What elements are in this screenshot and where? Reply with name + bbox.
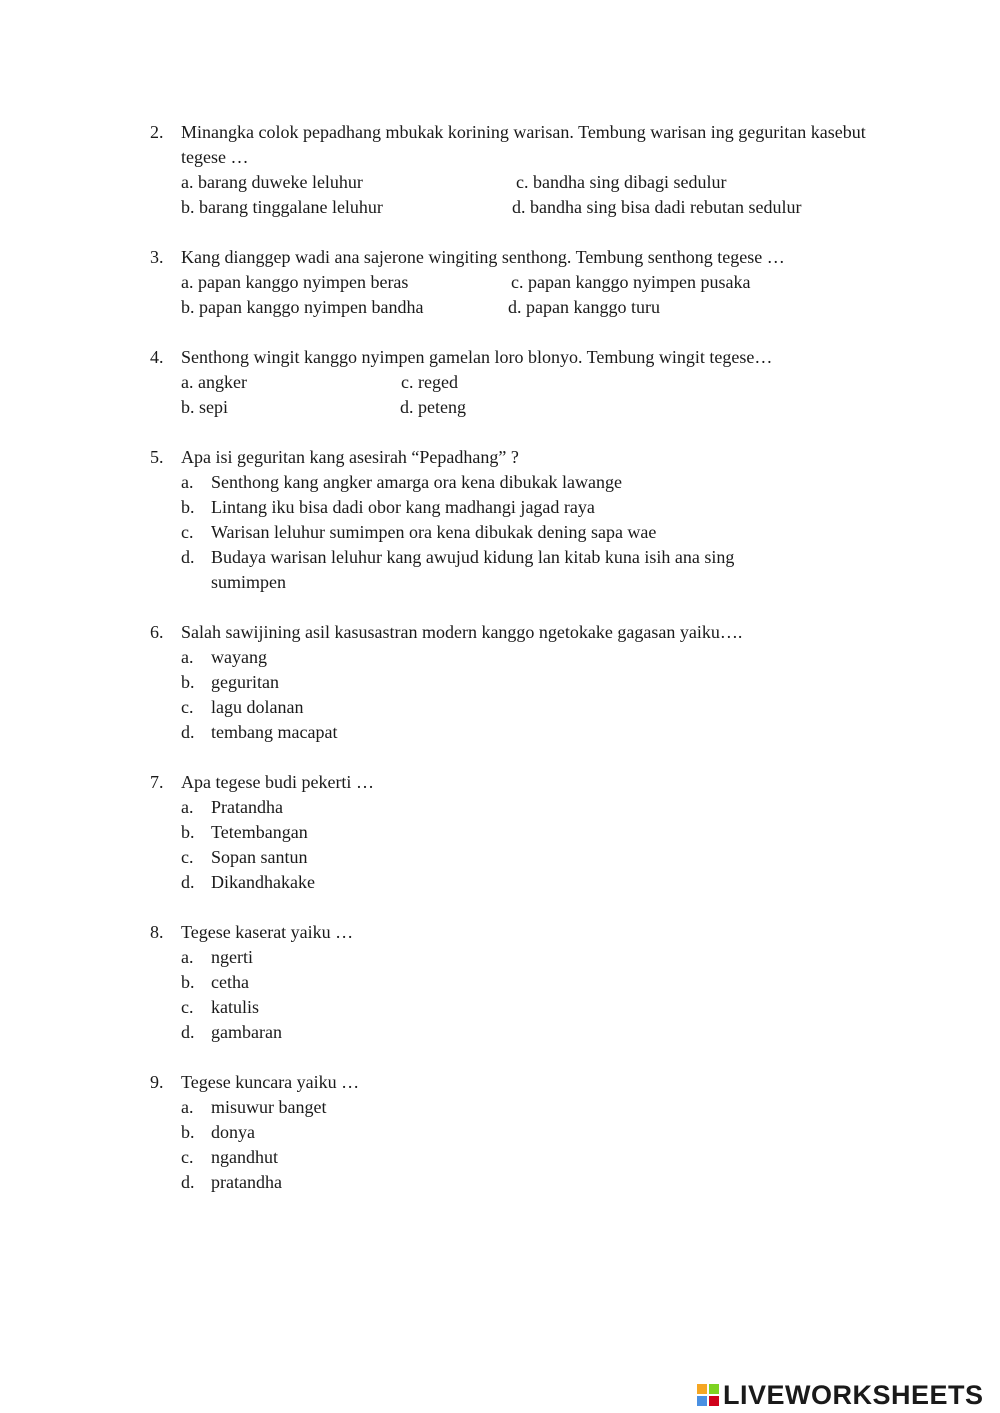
option-letter: b. <box>181 972 195 992</box>
logo-square-2 <box>709 1384 719 1394</box>
option-text: ngandhut <box>211 1147 278 1167</box>
options-list <box>181 470 880 595</box>
option-d[interactable]: d. peteng <box>400 397 466 417</box>
option-letter: d. <box>181 722 195 742</box>
option-letter: c. <box>181 1147 194 1167</box>
option-b[interactable] <box>181 970 880 995</box>
option-text: Budaya warisan leluhur kang awujud kidung lan kitab kuna isih ana sing sumimpen <box>211 547 735 592</box>
question-text: Kang dianggep wadi ana sajerone wingiting senthong. Tembung senthong tegese … <box>181 247 785 267</box>
liveworksheets-logo-icon <box>697 1384 719 1406</box>
option-text: Sopan santun <box>211 847 308 867</box>
options-list <box>181 795 880 895</box>
option-c[interactable] <box>181 695 880 720</box>
option-a[interactable]: a. barang duweke leluhur <box>181 172 363 192</box>
question-number: 7. <box>150 772 164 792</box>
logo-square-4 <box>709 1396 719 1406</box>
question-3 <box>150 245 880 320</box>
question-7 <box>150 770 880 895</box>
option-a[interactable] <box>181 945 880 970</box>
option-letter: a. <box>181 1097 194 1117</box>
question-number: 8. <box>150 922 164 942</box>
question-4 <box>150 345 880 420</box>
options-list <box>181 945 880 1045</box>
option-letter: d. <box>181 1172 195 1192</box>
option-d[interactable]: d. papan kanggo turu <box>508 297 660 317</box>
question-2 <box>150 120 880 220</box>
option-letter: a. <box>181 647 194 667</box>
question-text: Apa isi geguritan kang asesirah “Pepadhang” ? <box>181 447 519 467</box>
question-text: Tegese kuncara yaiku … <box>181 1072 360 1092</box>
option-a[interactable] <box>181 645 880 670</box>
option-letter: d. <box>181 1022 195 1042</box>
option-b[interactable]: b. sepi <box>181 397 228 417</box>
question-6 <box>150 620 880 745</box>
option-text: Pratandha <box>211 797 283 817</box>
option-c[interactable]: c. bandha sing dibagi sedulur <box>516 172 727 192</box>
option-letter: c. <box>181 847 194 867</box>
option-d[interactable] <box>181 545 811 595</box>
options-grid <box>181 370 880 420</box>
question-5 <box>150 445 880 595</box>
option-c[interactable]: c. reged <box>401 372 458 392</box>
option-c[interactable] <box>181 1145 880 1170</box>
option-d[interactable] <box>181 1020 880 1045</box>
option-c[interactable] <box>181 995 880 1020</box>
option-c[interactable] <box>181 845 880 870</box>
option-text: Dikandhakake <box>211 872 315 892</box>
option-text: Warisan leluhur sumimpen ora kena dibukak dening sapa wae <box>211 522 657 542</box>
options-grid <box>181 270 880 320</box>
option-a[interactable]: a. angker <box>181 372 247 392</box>
logo-text: LIVEWORKSHEETS <box>723 1379 984 1410</box>
option-text: ngerti <box>211 947 253 967</box>
option-b[interactable] <box>181 1120 880 1145</box>
options-list <box>181 645 880 745</box>
option-text: cetha <box>211 972 249 992</box>
option-letter: d. <box>181 547 195 567</box>
question-number: 9. <box>150 1072 164 1092</box>
options-grid <box>181 170 880 220</box>
option-text: misuwur banget <box>211 1097 327 1117</box>
option-letter: a. <box>181 797 194 817</box>
option-text: donya <box>211 1122 255 1142</box>
option-d[interactable] <box>181 870 880 895</box>
option-b[interactable] <box>181 495 880 520</box>
option-d[interactable] <box>181 1170 880 1195</box>
question-number: 2. <box>150 122 164 142</box>
option-b[interactable]: b. barang tinggalane leluhur <box>181 197 383 217</box>
option-text: Tetembangan <box>211 822 308 842</box>
option-letter: b. <box>181 1122 195 1142</box>
option-text: katulis <box>211 997 259 1017</box>
option-letter: c. <box>181 522 194 542</box>
option-letter: c. <box>181 697 194 717</box>
option-a[interactable]: a. papan kanggo nyimpen beras <box>181 272 409 292</box>
option-text: gambaran <box>211 1022 282 1042</box>
question-text: Apa tegese budi pekerti … <box>181 772 374 792</box>
options-list <box>181 1095 880 1195</box>
option-a[interactable] <box>181 1095 880 1120</box>
question-text: Salah sawijining asil kasusastran modern kanggo ngetokake gagasan yaiku…. <box>181 622 743 642</box>
question-number: 3. <box>150 247 164 267</box>
option-text: pratandha <box>211 1172 282 1192</box>
option-letter: b. <box>181 497 195 517</box>
option-b[interactable] <box>181 820 880 845</box>
option-letter: d. <box>181 872 195 892</box>
option-a[interactable] <box>181 470 880 495</box>
question-number: 5. <box>150 447 164 467</box>
question-text: Senthong wingit kanggo nyimpen gamelan loro blonyo. Tembung wingit tegese… <box>181 347 773 367</box>
question-text: Minangka colok pepadhang mbukak korining warisan. Tembung warisan ing geguritan kasebut tegese … <box>181 122 866 167</box>
option-b[interactable]: b. papan kanggo nyimpen bandha <box>181 297 424 317</box>
option-text: Lintang iku bisa dadi obor kang madhangi jagad raya <box>211 497 595 517</box>
option-letter: b. <box>181 822 195 842</box>
option-text: Senthong kang angker amarga ora kena dibukak lawange <box>211 472 623 492</box>
option-c[interactable]: c. papan kanggo nyimpen pusaka <box>511 272 751 292</box>
option-letter: a. <box>181 947 194 967</box>
question-9 <box>150 1070 880 1195</box>
option-letter: c. <box>181 997 194 1017</box>
option-text: wayang <box>211 647 267 667</box>
option-letter: a. <box>181 472 194 492</box>
question-number: 6. <box>150 622 164 642</box>
option-text: lagu dolanan <box>211 697 304 717</box>
question-8 <box>150 920 880 1045</box>
logo-square-1 <box>697 1384 707 1394</box>
option-text: tembang macapat <box>211 722 338 742</box>
question-number: 4. <box>150 347 164 367</box>
question-text: Tegese kaserat yaiku … <box>181 922 354 942</box>
option-a[interactable] <box>181 795 880 820</box>
option-d[interactable]: d. bandha sing bisa dadi rebutan sedulur <box>512 197 802 217</box>
liveworksheets-logo[interactable] <box>697 1378 984 1412</box>
option-b[interactable] <box>181 670 880 695</box>
option-text: geguritan <box>211 672 279 692</box>
logo-square-3 <box>697 1396 707 1406</box>
option-letter: b. <box>181 672 195 692</box>
option-d[interactable] <box>181 720 880 745</box>
option-c[interactable] <box>181 520 880 545</box>
